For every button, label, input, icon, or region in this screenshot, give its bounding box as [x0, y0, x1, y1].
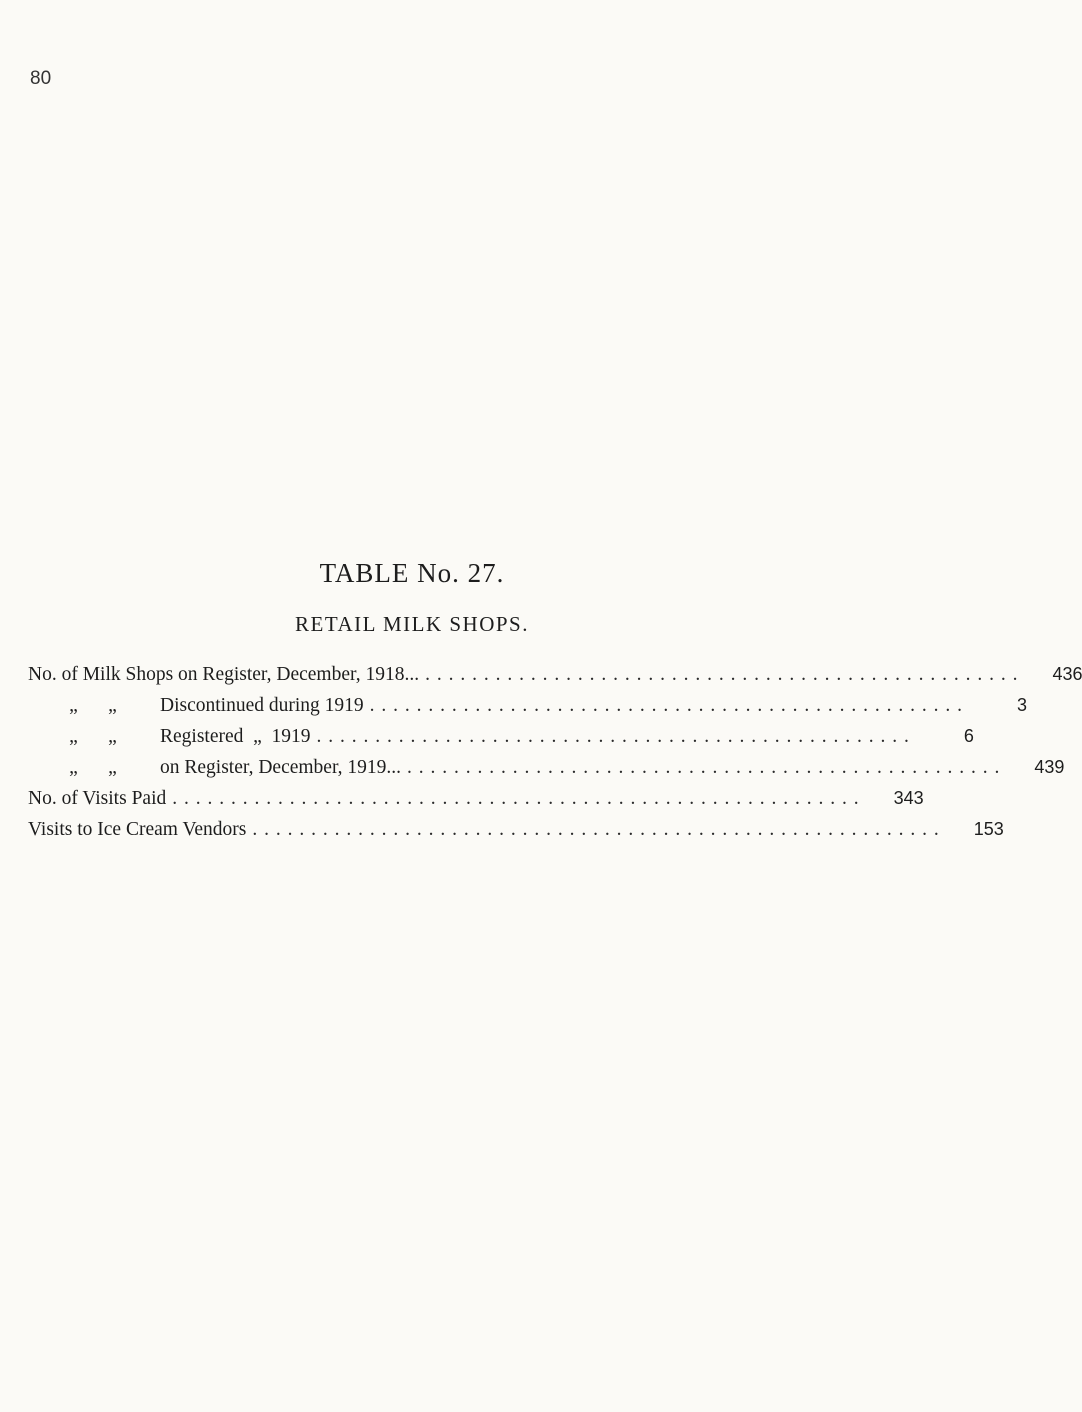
dot-leader: . . . . . . . . . . . . . . . . . . . . . . . . . . . . . . . . . . . . . . . . . . . . . . . . . . .	[316, 726, 910, 747]
row-value: 3	[1017, 695, 1028, 715]
row-label: on Register, December, 1919...	[160, 757, 402, 778]
row-value: 6	[963, 726, 974, 746]
dot-leader: . . . . . . . . . . . . . . . . . . . . . . . . . . . . . . . . . . . . . . . . . . . . . . . . . . . . . . . . . . .	[252, 819, 940, 840]
row-value: 439	[1034, 757, 1065, 777]
dot-leader: . . . . . . . . . . . . . . . . . . . . . . . . . . . . . . . . . . . . . . . . . . . . . . . . . . .	[369, 695, 964, 716]
row-label: Registered „ 1919	[160, 726, 311, 747]
dot-leader: . . . . . . . . . . . . . . . . . . . . . . . . . . . . . . . . . . . . . . . . . . . . . . . . . . .	[407, 757, 1001, 778]
ditto-mark: „	[69, 695, 78, 716]
row-value: 343	[893, 788, 924, 808]
row-label: No. of Visits Paid	[28, 788, 167, 809]
table-row	[28, 819, 1004, 850]
row-label: Discontinued during 1919	[160, 695, 364, 716]
ditto-mark: „	[108, 726, 117, 747]
table-row	[28, 788, 924, 819]
table-row	[28, 757, 1065, 788]
table-title: TABLE No. 27.	[319, 558, 505, 588]
table-subtitle: RETAIL MILK SHOPS.	[295, 612, 529, 636]
row-label: Visits to Ice Cream Vendors	[28, 819, 247, 840]
ditto-mark: „	[69, 757, 78, 778]
ditto-mark: „	[108, 757, 117, 778]
dot-leader: . . . . . . . . . . . . . . . . . . . . . . . . . . . . . . . . . . . . . . . . . . . . . . . . . . . . . . . . . . .	[172, 788, 860, 809]
milk-shops-table	[28, 664, 1082, 850]
page-number: 80	[30, 68, 52, 89]
ditto-mark: „	[108, 695, 117, 716]
row-label: No. of Milk Shops on Register, December, 1918...	[28, 664, 420, 685]
table-row	[28, 726, 974, 757]
row-value: 153	[973, 819, 1004, 839]
table-row	[28, 695, 1028, 726]
row-value: 436	[1052, 664, 1082, 684]
dot-leader: . . . . . . . . . . . . . . . . . . . . . . . . . . . . . . . . . . . . . . . . . . . . . . . . . . .	[425, 664, 1019, 685]
table-row	[28, 664, 1082, 695]
ditto-mark: „	[69, 726, 78, 747]
